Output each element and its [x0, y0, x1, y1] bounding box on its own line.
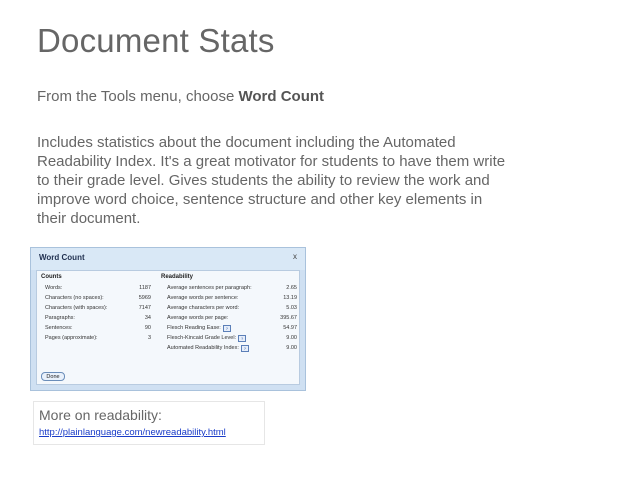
count-label: Pages (approximate): [45, 335, 98, 341]
done-button[interactable]: Done [41, 372, 65, 381]
count-value: 3 [147, 335, 151, 341]
readability-value: 54.97 [283, 325, 297, 331]
readability-link[interactable]: http://plainlanguage.com/newreadability.html [39, 427, 226, 438]
readability-value: 9.00 [286, 345, 297, 351]
counts-row [45, 325, 151, 333]
count-label: Characters (with spaces): [45, 305, 108, 311]
readability-value: 9.00 [286, 335, 297, 341]
readability-row [167, 285, 297, 293]
close-icon[interactable]: x [293, 252, 297, 261]
count-value: 90 [144, 325, 151, 331]
readability-row [167, 325, 297, 333]
flesch-kincaid-label: Flesch-Kincaid Grade Level: [167, 335, 237, 341]
help-icon[interactable]: ? [241, 345, 249, 352]
readability-label: Average characters per word: [167, 305, 240, 311]
count-label: Words: [45, 285, 63, 291]
counts-row [45, 295, 151, 303]
readability-row [167, 345, 297, 353]
counts-header: Counts [41, 274, 62, 280]
readability-value: 2.65 [286, 285, 297, 291]
readability-row [167, 315, 297, 323]
counts-row [45, 285, 151, 293]
count-value: 5969 [138, 295, 151, 301]
readability-value: 5.03 [286, 305, 297, 311]
readability-row [167, 335, 297, 343]
more-readability-box [33, 401, 265, 445]
readability-label [167, 345, 249, 352]
slide-title: Document Stats [37, 22, 275, 59]
dialog-header [31, 248, 305, 270]
readability-label: Average sentences per paragraph: [167, 285, 252, 291]
readability-header: Readability [161, 274, 194, 280]
readability-label: Average words per page: [167, 315, 229, 321]
word-count-emphasis: Word Count [238, 88, 325, 105]
help-icon[interactable]: ? [238, 335, 246, 342]
flesch-ease-label: Flesch Reading Ease: [167, 325, 221, 331]
count-value: 1187 [139, 285, 151, 291]
count-label: Characters (no spaces): [45, 295, 104, 301]
readability-label [167, 325, 231, 332]
count-value: 7147 [138, 305, 151, 311]
counts-row [45, 315, 151, 323]
readability-label: Average words per sentence: [167, 295, 239, 301]
counts-row [45, 335, 151, 343]
dialog-title: Word Count [39, 253, 85, 262]
readability-label [167, 335, 246, 342]
readability-row [167, 305, 297, 313]
subtitle-text: From the Tools menu, choose [37, 88, 239, 105]
ari-label: Automated Readability Index: [167, 345, 239, 351]
count-label: Paragraphs: [45, 315, 75, 321]
word-count-dialog [30, 247, 306, 391]
help-icon[interactable]: ? [223, 325, 231, 332]
count-label: Sentences: [45, 325, 73, 331]
slide-description: Includes statistics about the document including the Automated Readability Index. It's a great motivator for students to have them write to their grade level. Gives students the ability to review the work and improve word choice, sentence structure and other key elements in their document. [37, 134, 506, 227]
readability-value: 395.67 [280, 315, 297, 321]
readability-value: 13.19 [283, 295, 297, 301]
dialog-body [36, 270, 300, 385]
readability-row [167, 295, 297, 303]
slide-subtitle [37, 88, 324, 105]
more-label: More on readability: [39, 407, 162, 423]
counts-row [45, 305, 151, 313]
count-value: 34 [144, 315, 151, 321]
